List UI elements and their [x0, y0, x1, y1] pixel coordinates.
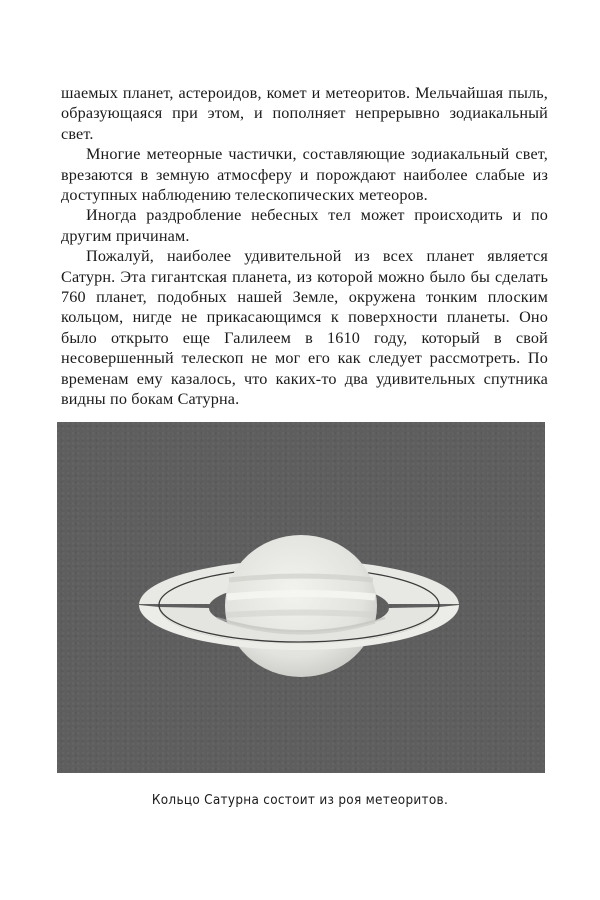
- paragraph-1: шаемых планет, астероидов, комет и метеоритов. Мельчайшая пыль, образующаяся при этом, и пополняет непрерывно зодиакальный свет.: [61, 84, 548, 143]
- figure-caption: Кольцо Сатурна состоит из роя метеоритов.: [151, 793, 449, 808]
- paragraph-4: Пожалуй, наиболее удивительной из всех планет является Сатурн. Эта гигантская планета, из которой можно было бы сделать 760 планет, подобных нашей Земле, окружена тонким плоским кольцом, нигде не прикасающимся к поверхности планеты. Оно было открыто еще Галилеем в 1610 году, который в свой несовершенный телескоп не мог его как следует рассмотреть. По временам ему казалось, что каких-то два удивительных спутника видны по бокам Сатурна.: [61, 247, 548, 409]
- saturn-illustration: [57, 422, 545, 773]
- paragraph-3: Иногда раздробление небесных тел может происходить и по другим причинам.: [61, 206, 548, 245]
- paragraph-2: Многие метеорные частички, составляющие зодиакальный свет, врезаются в земную атмосферу и порождают наиболее слабые из доступных наблюдению телескопических метеоров.: [61, 145, 548, 205]
- body-text: [61, 83, 548, 410]
- saturn-icon: [57, 422, 545, 773]
